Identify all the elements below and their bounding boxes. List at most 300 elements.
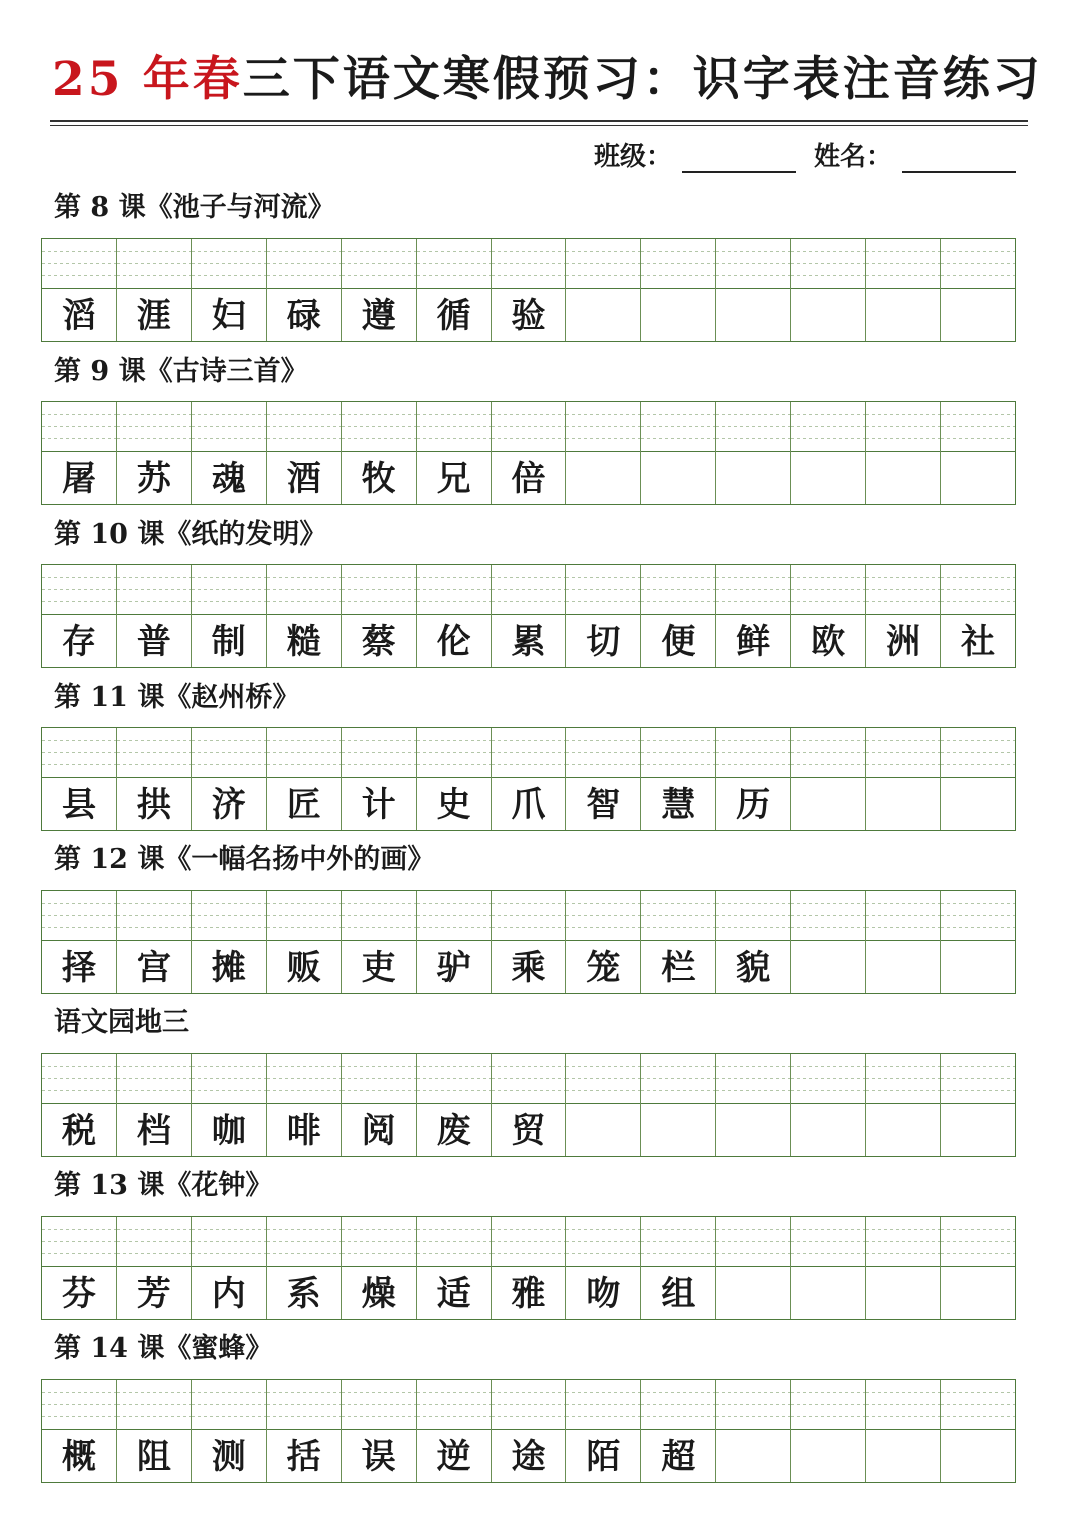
grid-cell bbox=[417, 1217, 492, 1319]
hanzi-char: 洲 bbox=[886, 622, 921, 662]
pinyin-box[interactable] bbox=[417, 565, 491, 615]
practice-grid bbox=[41, 727, 1016, 831]
hanzi-char: 滔 bbox=[61, 296, 96, 336]
pinyin-box[interactable] bbox=[117, 1054, 191, 1104]
hanzi-char: 酒 bbox=[286, 459, 321, 499]
pinyin-box[interactable] bbox=[192, 1380, 266, 1430]
grid-cell bbox=[791, 728, 866, 830]
pinyin-box[interactable] bbox=[791, 402, 865, 452]
pinyin-box[interactable] bbox=[941, 728, 1015, 778]
grid-cell bbox=[192, 1380, 267, 1482]
pinyin-box[interactable] bbox=[192, 402, 266, 452]
pinyin-box[interactable] bbox=[791, 1380, 865, 1430]
name-field[interactable] bbox=[902, 139, 1016, 173]
pinyin-box[interactable] bbox=[192, 1054, 266, 1104]
page-title bbox=[52, 50, 1043, 110]
hanzi-char bbox=[791, 1430, 865, 1482]
hanzi-char: 贸 bbox=[511, 1111, 546, 1151]
practice-grid bbox=[41, 890, 1016, 994]
grid-cell bbox=[941, 1380, 1015, 1482]
grid-cell bbox=[342, 239, 417, 341]
pinyin-box[interactable] bbox=[267, 1380, 341, 1430]
hanzi-char: 倍 bbox=[511, 459, 546, 499]
hanzi-char: 适 bbox=[436, 1274, 471, 1314]
grid-cell bbox=[492, 1380, 567, 1482]
grid-cell bbox=[866, 1380, 941, 1482]
practice-grid bbox=[41, 1379, 1016, 1483]
grid-cell bbox=[791, 402, 866, 504]
grid-cell bbox=[342, 1217, 417, 1319]
pinyin-box[interactable] bbox=[42, 239, 116, 289]
pinyin-box[interactable] bbox=[342, 728, 416, 778]
grid-cell bbox=[716, 1380, 791, 1482]
hanzi-char bbox=[791, 289, 865, 341]
pinyin-box[interactable] bbox=[791, 239, 865, 289]
grid-cell bbox=[566, 1380, 641, 1482]
pinyin-box[interactable] bbox=[42, 1380, 116, 1430]
hanzi-char: 伦 bbox=[436, 622, 471, 662]
title-rule-thin bbox=[50, 125, 1028, 126]
hanzi-char bbox=[941, 778, 1015, 830]
grid-cell bbox=[117, 1217, 192, 1319]
grid-cell bbox=[941, 402, 1015, 504]
hanzi-char: 妇 bbox=[211, 296, 246, 336]
hanzi-char: 芬 bbox=[61, 1274, 96, 1314]
grid-cell bbox=[192, 1054, 267, 1156]
hanzi-char: 择 bbox=[61, 948, 96, 988]
pinyin-box[interactable] bbox=[42, 1054, 116, 1104]
hanzi-char: 欧 bbox=[811, 622, 846, 662]
hanzi-char bbox=[941, 1430, 1015, 1482]
grid-cell bbox=[417, 239, 492, 341]
grid-cell bbox=[866, 728, 941, 830]
hanzi-char: 县 bbox=[61, 785, 96, 825]
lesson-title: 第 10 课《纸的发明》 bbox=[54, 519, 327, 550]
pinyin-box[interactable] bbox=[566, 402, 640, 452]
pinyin-box[interactable] bbox=[117, 891, 191, 941]
grid-cell bbox=[267, 239, 342, 341]
pinyin-box[interactable] bbox=[641, 1217, 715, 1267]
grid-cell bbox=[641, 1217, 716, 1319]
hanzi-char: 栏 bbox=[661, 948, 696, 988]
grid-cell bbox=[941, 239, 1015, 341]
hanzi-char bbox=[716, 1104, 790, 1156]
grid-cell bbox=[192, 565, 267, 667]
grid-cell bbox=[866, 239, 941, 341]
grid-cell bbox=[791, 1380, 866, 1482]
pinyin-box[interactable] bbox=[267, 1054, 341, 1104]
hanzi-char: 陌 bbox=[586, 1437, 621, 1477]
hanzi-char bbox=[866, 1104, 940, 1156]
pinyin-box[interactable] bbox=[42, 402, 116, 452]
grid-cell bbox=[492, 565, 567, 667]
hanzi-char: 鲜 bbox=[736, 622, 771, 662]
hanzi-char bbox=[791, 941, 865, 993]
grid-cell bbox=[342, 402, 417, 504]
pinyin-box[interactable] bbox=[492, 1380, 566, 1430]
hanzi-char: 超 bbox=[661, 1437, 696, 1477]
pinyin-box[interactable] bbox=[716, 891, 790, 941]
pinyin-box[interactable] bbox=[791, 891, 865, 941]
lesson-title: 语文园地三 bbox=[54, 1007, 189, 1038]
hanzi-char: 乘 bbox=[511, 948, 546, 988]
grid-cell bbox=[267, 1054, 342, 1156]
pinyin-box[interactable] bbox=[866, 1054, 940, 1104]
hanzi-char: 计 bbox=[361, 785, 396, 825]
hanzi-char bbox=[566, 289, 640, 341]
grid-cell bbox=[716, 1217, 791, 1319]
hanzi-char: 吏 bbox=[361, 948, 396, 988]
lesson-title: 第 12 课《一幅名扬中外的画》 bbox=[54, 844, 435, 875]
grid-cell bbox=[641, 239, 716, 341]
hanzi-char: 普 bbox=[136, 622, 171, 662]
pinyin-box[interactable] bbox=[866, 402, 940, 452]
hanzi-char bbox=[716, 289, 790, 341]
title-main: 三下语文寒假预习：识字表注音练习 bbox=[242, 52, 1043, 107]
grid-cell bbox=[42, 402, 117, 504]
grid-cell bbox=[267, 1217, 342, 1319]
pinyin-box[interactable] bbox=[267, 565, 341, 615]
practice-grid bbox=[41, 401, 1016, 505]
pinyin-box[interactable] bbox=[716, 565, 790, 615]
pinyin-box[interactable] bbox=[342, 1054, 416, 1104]
grid-cell bbox=[641, 1380, 716, 1482]
pinyin-box[interactable] bbox=[192, 565, 266, 615]
class-field[interactable] bbox=[682, 139, 796, 173]
pinyin-box[interactable] bbox=[117, 239, 191, 289]
pinyin-box[interactable] bbox=[417, 239, 491, 289]
pinyin-box[interactable] bbox=[866, 1217, 940, 1267]
grid-cell bbox=[492, 1217, 567, 1319]
pinyin-box[interactable] bbox=[791, 728, 865, 778]
grid-cell bbox=[417, 1054, 492, 1156]
grid-cell bbox=[417, 728, 492, 830]
grid-cell bbox=[117, 402, 192, 504]
pinyin-box[interactable] bbox=[641, 1054, 715, 1104]
grid-cell bbox=[866, 402, 941, 504]
pinyin-box[interactable] bbox=[791, 1054, 865, 1104]
pinyin-box[interactable] bbox=[566, 1054, 640, 1104]
pinyin-box[interactable] bbox=[192, 728, 266, 778]
lesson-title: 第 13 课《花钟》 bbox=[54, 1170, 273, 1201]
hanzi-char bbox=[941, 452, 1015, 504]
grid-cell bbox=[716, 891, 791, 993]
pinyin-box[interactable] bbox=[42, 565, 116, 615]
pinyin-box[interactable] bbox=[566, 239, 640, 289]
hanzi-char: 废 bbox=[436, 1111, 471, 1151]
pinyin-box[interactable] bbox=[42, 728, 116, 778]
grid-cell bbox=[566, 1217, 641, 1319]
grid-cell bbox=[716, 565, 791, 667]
grid-cell bbox=[267, 402, 342, 504]
pinyin-box[interactable] bbox=[716, 1217, 790, 1267]
grid-cell bbox=[791, 565, 866, 667]
grid-cell bbox=[492, 402, 567, 504]
pinyin-box[interactable] bbox=[417, 402, 491, 452]
pinyin-box[interactable] bbox=[566, 891, 640, 941]
grid-cell bbox=[342, 1054, 417, 1156]
pinyin-box[interactable] bbox=[941, 1054, 1015, 1104]
grid-cell bbox=[342, 891, 417, 993]
grid-cell bbox=[566, 891, 641, 993]
hanzi-char bbox=[941, 1267, 1015, 1319]
grid-cell bbox=[941, 891, 1015, 993]
pinyin-box[interactable] bbox=[42, 891, 116, 941]
hanzi-char: 便 bbox=[661, 622, 696, 662]
name-label: 姓名： bbox=[813, 142, 892, 172]
pinyin-box[interactable] bbox=[941, 1217, 1015, 1267]
pinyin-box[interactable] bbox=[267, 402, 341, 452]
hanzi-char: 阻 bbox=[136, 1437, 171, 1477]
grid-cell bbox=[42, 728, 117, 830]
lesson-title: 第 9 课《古诗三首》 bbox=[54, 356, 308, 387]
grid-cell bbox=[192, 728, 267, 830]
hanzi-char: 途 bbox=[511, 1437, 546, 1477]
practice-grid bbox=[41, 564, 1016, 668]
grid-cell bbox=[566, 402, 641, 504]
hanzi-char: 牧 bbox=[361, 459, 396, 499]
practice-grid bbox=[41, 238, 1016, 342]
grid-cell bbox=[716, 1054, 791, 1156]
grid-cell bbox=[716, 239, 791, 341]
hanzi-char: 逆 bbox=[436, 1437, 471, 1477]
grid-cell bbox=[941, 1054, 1015, 1156]
hanzi-char: 括 bbox=[286, 1437, 321, 1477]
pinyin-box[interactable] bbox=[866, 239, 940, 289]
pinyin-box[interactable] bbox=[716, 728, 790, 778]
grid-cell bbox=[267, 891, 342, 993]
class-label: 班级： bbox=[593, 142, 672, 172]
grid-cell bbox=[641, 565, 716, 667]
pinyin-box[interactable] bbox=[342, 239, 416, 289]
hanzi-char bbox=[866, 778, 940, 830]
grid-cell bbox=[267, 565, 342, 667]
hanzi-char: 魂 bbox=[211, 459, 246, 499]
grid-cell bbox=[117, 891, 192, 993]
hanzi-char: 燥 bbox=[361, 1274, 396, 1314]
grid-cell bbox=[117, 728, 192, 830]
hanzi-char: 概 bbox=[61, 1437, 96, 1477]
pinyin-box[interactable] bbox=[342, 1380, 416, 1430]
hanzi-char bbox=[716, 1267, 790, 1319]
grid-cell bbox=[42, 1380, 117, 1482]
pinyin-box[interactable] bbox=[342, 402, 416, 452]
hanzi-char: 糙 bbox=[286, 622, 321, 662]
pinyin-box[interactable] bbox=[417, 1054, 491, 1104]
grid-cell bbox=[791, 1054, 866, 1156]
hanzi-char: 验 bbox=[511, 296, 546, 336]
hanzi-char: 组 bbox=[661, 1274, 696, 1314]
pinyin-box[interactable] bbox=[417, 1217, 491, 1267]
hanzi-char bbox=[641, 452, 715, 504]
pinyin-box[interactable] bbox=[267, 239, 341, 289]
pinyin-box[interactable] bbox=[866, 565, 940, 615]
hanzi-char bbox=[791, 1104, 865, 1156]
pinyin-box[interactable] bbox=[342, 891, 416, 941]
hanzi-char: 系 bbox=[286, 1274, 321, 1314]
grid-cell bbox=[641, 891, 716, 993]
pinyin-box[interactable] bbox=[192, 1217, 266, 1267]
hanzi-char bbox=[866, 941, 940, 993]
grid-cell bbox=[342, 565, 417, 667]
pinyin-box[interactable] bbox=[941, 1380, 1015, 1430]
grid-cell bbox=[417, 891, 492, 993]
grid-cell bbox=[566, 565, 641, 667]
hanzi-char bbox=[866, 1267, 940, 1319]
hanzi-char: 制 bbox=[211, 622, 246, 662]
hanzi-char bbox=[941, 1104, 1015, 1156]
pinyin-box[interactable] bbox=[117, 402, 191, 452]
hanzi-char: 切 bbox=[586, 622, 621, 662]
grid-cell bbox=[192, 891, 267, 993]
hanzi-char: 摊 bbox=[211, 948, 246, 988]
grid-cell bbox=[791, 239, 866, 341]
grid-cell bbox=[791, 891, 866, 993]
grid-cell bbox=[42, 891, 117, 993]
pinyin-box[interactable] bbox=[566, 565, 640, 615]
pinyin-box[interactable] bbox=[342, 1217, 416, 1267]
pinyin-box[interactable] bbox=[641, 565, 715, 615]
hanzi-char: 匠 bbox=[286, 785, 321, 825]
hanzi-char: 慧 bbox=[661, 785, 696, 825]
practice-grid bbox=[41, 1216, 1016, 1320]
pinyin-box[interactable] bbox=[941, 565, 1015, 615]
pinyin-box[interactable] bbox=[716, 239, 790, 289]
pinyin-box[interactable] bbox=[566, 1217, 640, 1267]
hanzi-char: 碌 bbox=[286, 296, 321, 336]
hanzi-char: 误 bbox=[361, 1437, 396, 1477]
pinyin-box[interactable] bbox=[641, 728, 715, 778]
hanzi-char bbox=[566, 1104, 640, 1156]
pinyin-box[interactable] bbox=[941, 402, 1015, 452]
grid-cell bbox=[716, 402, 791, 504]
pinyin-box[interactable] bbox=[716, 1380, 790, 1430]
grid-cell bbox=[941, 565, 1015, 667]
pinyin-box[interactable] bbox=[192, 891, 266, 941]
pinyin-box[interactable] bbox=[492, 1054, 566, 1104]
hanzi-char: 啡 bbox=[286, 1111, 321, 1151]
pinyin-box[interactable] bbox=[641, 239, 715, 289]
pinyin-box[interactable] bbox=[866, 891, 940, 941]
grid-cell bbox=[417, 1380, 492, 1482]
grid-cell bbox=[342, 1380, 417, 1482]
hanzi-char: 存 bbox=[61, 622, 96, 662]
pinyin-box[interactable] bbox=[641, 891, 715, 941]
pinyin-box[interactable] bbox=[117, 565, 191, 615]
hanzi-char: 测 bbox=[211, 1437, 246, 1477]
pinyin-box[interactable] bbox=[866, 1380, 940, 1430]
pinyin-box[interactable] bbox=[267, 1217, 341, 1267]
pinyin-box[interactable] bbox=[716, 1054, 790, 1104]
hanzi-char: 史 bbox=[436, 785, 471, 825]
pinyin-box[interactable] bbox=[267, 728, 341, 778]
pinyin-box[interactable] bbox=[492, 565, 566, 615]
pinyin-box[interactable] bbox=[716, 402, 790, 452]
hanzi-char: 循 bbox=[436, 296, 471, 336]
hanzi-char: 宫 bbox=[136, 948, 171, 988]
hanzi-char bbox=[941, 289, 1015, 341]
lesson-title: 第 14 课《蜜蜂》 bbox=[54, 1333, 273, 1364]
hanzi-char bbox=[866, 289, 940, 341]
student-info bbox=[594, 136, 1016, 173]
pinyin-box[interactable] bbox=[267, 891, 341, 941]
hanzi-char: 屠 bbox=[61, 459, 96, 499]
hanzi-char bbox=[566, 452, 640, 504]
hanzi-char bbox=[716, 1430, 790, 1482]
hanzi-char: 阅 bbox=[361, 1111, 396, 1151]
hanzi-char: 蔡 bbox=[361, 622, 396, 662]
pinyin-box[interactable] bbox=[117, 728, 191, 778]
pinyin-box[interactable] bbox=[866, 728, 940, 778]
hanzi-char: 拱 bbox=[136, 785, 171, 825]
grid-cell bbox=[117, 1054, 192, 1156]
hanzi-char: 爪 bbox=[511, 785, 546, 825]
grid-cell bbox=[192, 1217, 267, 1319]
grid-cell bbox=[192, 402, 267, 504]
hanzi-char: 税 bbox=[61, 1111, 96, 1151]
pinyin-box[interactable] bbox=[417, 728, 491, 778]
pinyin-box[interactable] bbox=[492, 1217, 566, 1267]
hanzi-char: 遵 bbox=[361, 296, 396, 336]
hanzi-char: 社 bbox=[961, 622, 996, 662]
pinyin-box[interactable] bbox=[117, 1380, 191, 1430]
grid-cell bbox=[492, 239, 567, 341]
pinyin-box[interactable] bbox=[566, 1380, 640, 1430]
pinyin-box[interactable] bbox=[492, 891, 566, 941]
hanzi-char: 貌 bbox=[736, 948, 771, 988]
pinyin-box[interactable] bbox=[941, 239, 1015, 289]
hanzi-char: 涯 bbox=[136, 296, 171, 336]
pinyin-box[interactable] bbox=[492, 239, 566, 289]
grid-cell bbox=[566, 728, 641, 830]
pinyin-box[interactable] bbox=[791, 565, 865, 615]
grid-cell bbox=[566, 239, 641, 341]
hanzi-char: 吻 bbox=[586, 1274, 621, 1314]
pinyin-box[interactable] bbox=[417, 891, 491, 941]
pinyin-box[interactable] bbox=[117, 1217, 191, 1267]
grid-cell bbox=[117, 239, 192, 341]
hanzi-char: 贩 bbox=[286, 948, 321, 988]
hanzi-char: 累 bbox=[511, 622, 546, 662]
pinyin-box[interactable] bbox=[641, 1380, 715, 1430]
grid-cell bbox=[267, 728, 342, 830]
grid-cell bbox=[267, 1380, 342, 1482]
hanzi-char bbox=[716, 452, 790, 504]
grid-cell bbox=[192, 239, 267, 341]
pinyin-box[interactable] bbox=[417, 1380, 491, 1430]
grid-cell bbox=[417, 565, 492, 667]
hanzi-char: 智 bbox=[586, 785, 621, 825]
hanzi-char: 笼 bbox=[586, 948, 621, 988]
pinyin-box[interactable] bbox=[42, 1217, 116, 1267]
grid-cell bbox=[117, 1380, 192, 1482]
pinyin-box[interactable] bbox=[941, 891, 1015, 941]
grid-cell bbox=[566, 1054, 641, 1156]
pinyin-box[interactable] bbox=[791, 1217, 865, 1267]
pinyin-box[interactable] bbox=[566, 728, 640, 778]
pinyin-box[interactable] bbox=[492, 402, 566, 452]
pinyin-box[interactable] bbox=[492, 728, 566, 778]
hanzi-char bbox=[791, 1267, 865, 1319]
grid-cell bbox=[641, 402, 716, 504]
pinyin-box[interactable] bbox=[342, 565, 416, 615]
pinyin-box[interactable] bbox=[641, 402, 715, 452]
lesson-title: 第 8 课《池子与河流》 bbox=[54, 192, 335, 223]
hanzi-char bbox=[641, 1104, 715, 1156]
grid-cell bbox=[641, 728, 716, 830]
grid-cell bbox=[492, 891, 567, 993]
pinyin-box[interactable] bbox=[192, 239, 266, 289]
